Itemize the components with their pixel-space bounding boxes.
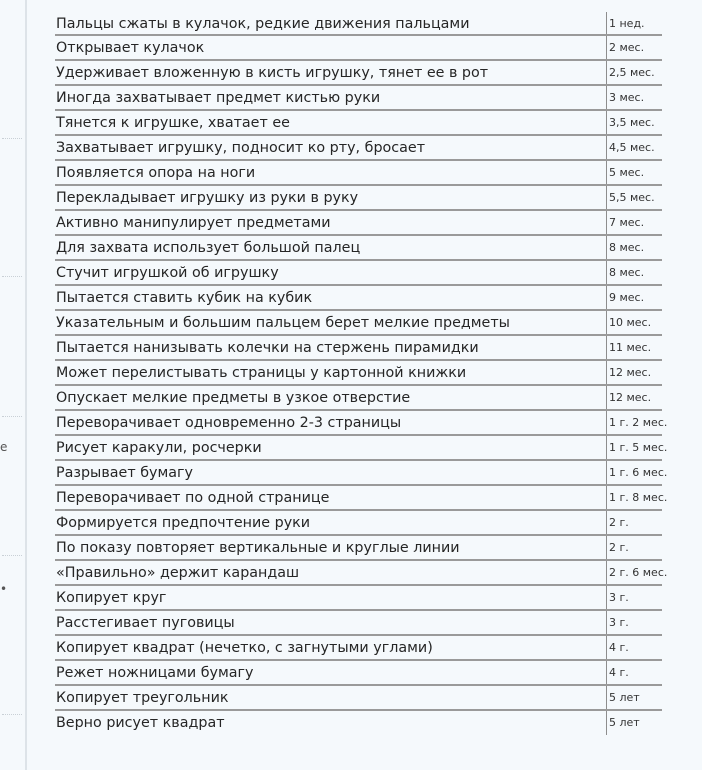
- skill-description: Опускает мелкие предметы в узкое отверстие: [56, 390, 411, 406]
- skill-description: Переворачивает по одной странице: [56, 490, 330, 506]
- skill-description: Удерживает вложенную в кисть игрушку, тянет ее в рот: [56, 65, 489, 81]
- age-value: 2 г. 6 мес.: [609, 566, 668, 579]
- skill-description: Рисует каракули, росчерки: [56, 440, 262, 456]
- table-row: [55, 211, 662, 236]
- table-row: [55, 536, 662, 561]
- age-value: 1 г. 6 мес.: [609, 466, 668, 479]
- table-row: [55, 136, 662, 161]
- age-value: 1 г. 5 мес.: [609, 441, 668, 454]
- skill-description: Перекладывает игрушку из руки в руку: [56, 190, 359, 206]
- table-row: [55, 86, 662, 111]
- age-value: 7 мес.: [609, 216, 645, 229]
- table-row: [55, 186, 662, 211]
- skill-description: «Правильно» держит карандаш: [56, 565, 300, 581]
- age-value: 2 г.: [609, 541, 629, 554]
- left-panel-separator: [2, 714, 22, 715]
- skill-description: Пальцы сжаты в кулачок, редкие движения пальцами: [56, 16, 470, 32]
- table-row: [55, 411, 668, 436]
- age-value: 3 г.: [609, 591, 629, 604]
- table-row: [55, 111, 662, 136]
- table-row: [55, 386, 662, 411]
- table-row: [55, 12, 662, 36]
- age-value: 2 мес.: [609, 41, 645, 54]
- age-value: 3,5 мес.: [609, 116, 655, 129]
- left-panel-bullet-icon: •: [0, 582, 8, 596]
- age-value: 9 мес.: [609, 291, 645, 304]
- skill-description: Стучит игрушкой об игрушку: [56, 265, 279, 281]
- skill-description: Верно рисует квадрат: [56, 715, 225, 731]
- skill-description: Тянется к игрушке, хватает ее: [56, 115, 290, 131]
- skill-description: Иногда захватывает предмет кистью руки: [56, 90, 381, 106]
- age-value: 1 г. 2 мес.: [609, 416, 668, 429]
- skill-description: Режет ножницами бумагу: [56, 665, 254, 681]
- skill-description: Активно манипулирует предметами: [56, 215, 331, 231]
- left-panel-divider: [25, 0, 27, 770]
- table-row: [55, 236, 662, 261]
- table-row: [55, 361, 662, 386]
- table-row: [55, 161, 662, 186]
- table-row: [55, 611, 662, 636]
- age-value: 4 г.: [609, 666, 629, 679]
- skill-description: Появляется опора на ноги: [56, 165, 256, 181]
- table-row: [55, 561, 668, 586]
- left-panel-separator: [2, 555, 22, 556]
- skill-description: Открывает кулачок: [56, 40, 205, 56]
- age-value: 8 мес.: [609, 241, 645, 254]
- left-panel-separator: [2, 276, 22, 277]
- skill-description: Может перелистывать страницы у картонной книжки: [56, 365, 467, 381]
- table-row: [55, 711, 662, 736]
- age-value: 5 мес.: [609, 166, 645, 179]
- age-value: 8 мес.: [609, 266, 645, 279]
- table-row: [55, 661, 662, 686]
- skill-description: Захватывает игрушку, подносит ко рту, бросает: [56, 140, 426, 156]
- table-row: [55, 286, 662, 311]
- table-row: [55, 586, 662, 611]
- table-row: [55, 311, 662, 336]
- age-value: 1 нед.: [609, 17, 645, 30]
- left-panel-separator: [2, 138, 22, 139]
- age-value: 12 мес.: [609, 366, 652, 379]
- skill-description: Копирует круг: [56, 590, 167, 606]
- age-value: 4 г.: [609, 641, 629, 654]
- table-row: [55, 36, 662, 61]
- skill-description: Указательным и большим пальцем берет мелкие предметы: [56, 315, 510, 331]
- left-panel-cut-off-text: e: [0, 440, 8, 454]
- table-row: [55, 261, 662, 286]
- table-row: [55, 511, 662, 536]
- motor-skills-table: [55, 12, 668, 736]
- skill-description: Формируется предпочтение руки: [56, 515, 311, 531]
- skill-description: Копирует треугольник: [56, 690, 229, 706]
- age-value: 12 мес.: [609, 391, 652, 404]
- skill-description: Пытается нанизывать колечки на стержень пирамидки: [56, 340, 479, 356]
- skill-description: По показу повторяет вертикальные и круглые линии: [56, 540, 460, 556]
- age-value: 2,5 мес.: [609, 66, 655, 79]
- age-value: 5,5 мес.: [609, 191, 655, 204]
- left-panel-separator: [2, 416, 22, 417]
- age-value: 3 г.: [609, 616, 629, 629]
- age-value: 10 мес.: [609, 316, 652, 329]
- skill-description: Пытается ставить кубик на кубик: [56, 290, 313, 306]
- table-row: [55, 61, 662, 86]
- table-row: [55, 636, 662, 661]
- age-value: 2 г.: [609, 516, 629, 529]
- age-value: 5 лет: [609, 691, 640, 704]
- age-value: 1 г. 8 мес.: [609, 491, 668, 504]
- age-value: 11 мес.: [609, 341, 652, 354]
- table-row: [55, 436, 668, 461]
- age-value: 3 мес.: [609, 91, 645, 104]
- table-row: [55, 486, 668, 511]
- skill-description: Копирует квадрат (нечетко, с загнутыми углами): [56, 640, 433, 656]
- table-row: [55, 686, 662, 711]
- table-row: [55, 336, 662, 361]
- skill-description: Для захвата использует большой палец: [56, 240, 361, 256]
- age-value: 5 лет: [609, 716, 640, 729]
- skill-description: Переворачивает одновременно 2-3 страницы: [56, 415, 402, 431]
- table-row: [55, 461, 668, 486]
- skill-description: Разрывает бумагу: [56, 465, 194, 481]
- skill-description: Расстегивает пуговицы: [56, 615, 235, 631]
- age-value: 4,5 мес.: [609, 141, 655, 154]
